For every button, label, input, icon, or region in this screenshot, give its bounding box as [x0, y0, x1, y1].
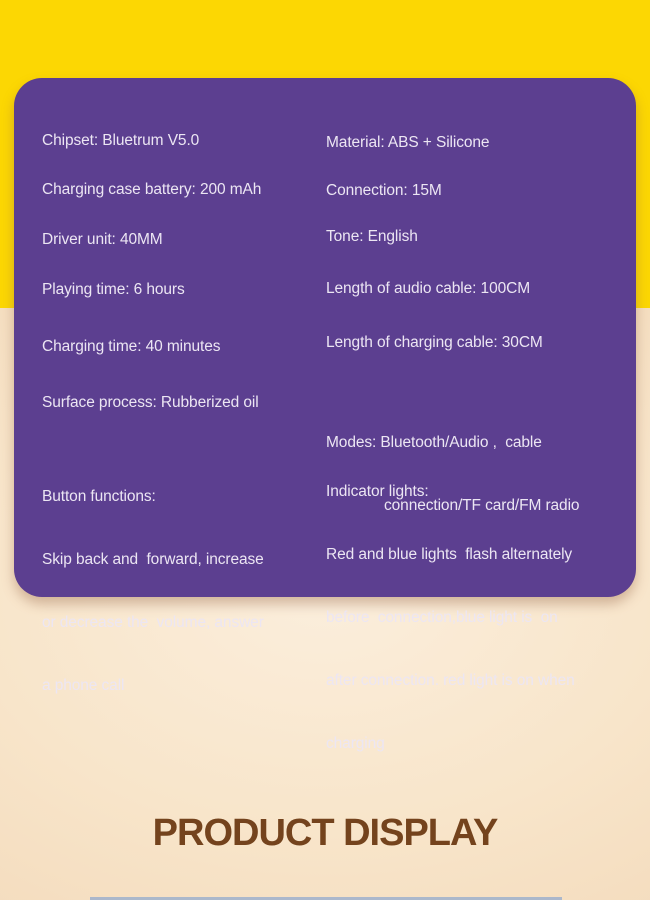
spec-chipset: Chipset: Bluetrum V5.0	[42, 132, 200, 149]
button-functions-title: Button functions:	[42, 488, 156, 505]
indicator-lights-title: Indicator lights:	[326, 483, 429, 500]
spec-connection: Connection: 15M	[326, 182, 442, 199]
spec-case-battery: Charging case battery: 200 mAh	[42, 181, 262, 198]
spec-button-functions	[42, 444, 264, 738]
spec-charging-time: Charging time: 40 minutes	[42, 338, 221, 355]
spec-material: Material: ABS + Silicone	[326, 134, 490, 151]
modes-line: connection/TF card/FM radio	[384, 497, 580, 514]
spec-indicator-lights	[326, 439, 575, 796]
spec-surface-process: Surface process: Rubberized oil	[42, 394, 259, 411]
spec-playing-time: Playing time: 6 hours	[42, 281, 185, 298]
spec-card	[14, 78, 636, 752]
indicator-lights-line: charging	[326, 735, 385, 752]
section-title-product-display: PRODUCT DISPLAY	[152, 812, 498, 854]
indicator-lights-line: Red and blue lights flash alternately	[326, 546, 573, 563]
spec-charging-cable: Length of charging cable: 30CM	[326, 334, 543, 351]
button-functions-line: or decrease the volume, answer	[42, 614, 264, 631]
spec-driver-unit: Driver unit: 40MM	[42, 231, 163, 248]
modes-line: Modes: Bluetooth/Audio , cable	[326, 434, 542, 451]
button-functions-line: a phone call	[42, 677, 125, 694]
spec-audio-cable: Length of audio cable: 100CM	[326, 280, 531, 297]
spec-tone: Tone: English	[326, 228, 418, 245]
button-functions-line: Skip back and forward, increase	[42, 551, 264, 568]
indicator-lights-line: after connection. red light is on when	[326, 672, 575, 689]
indicator-lights-line: before connection,blue light is on	[326, 609, 558, 626]
